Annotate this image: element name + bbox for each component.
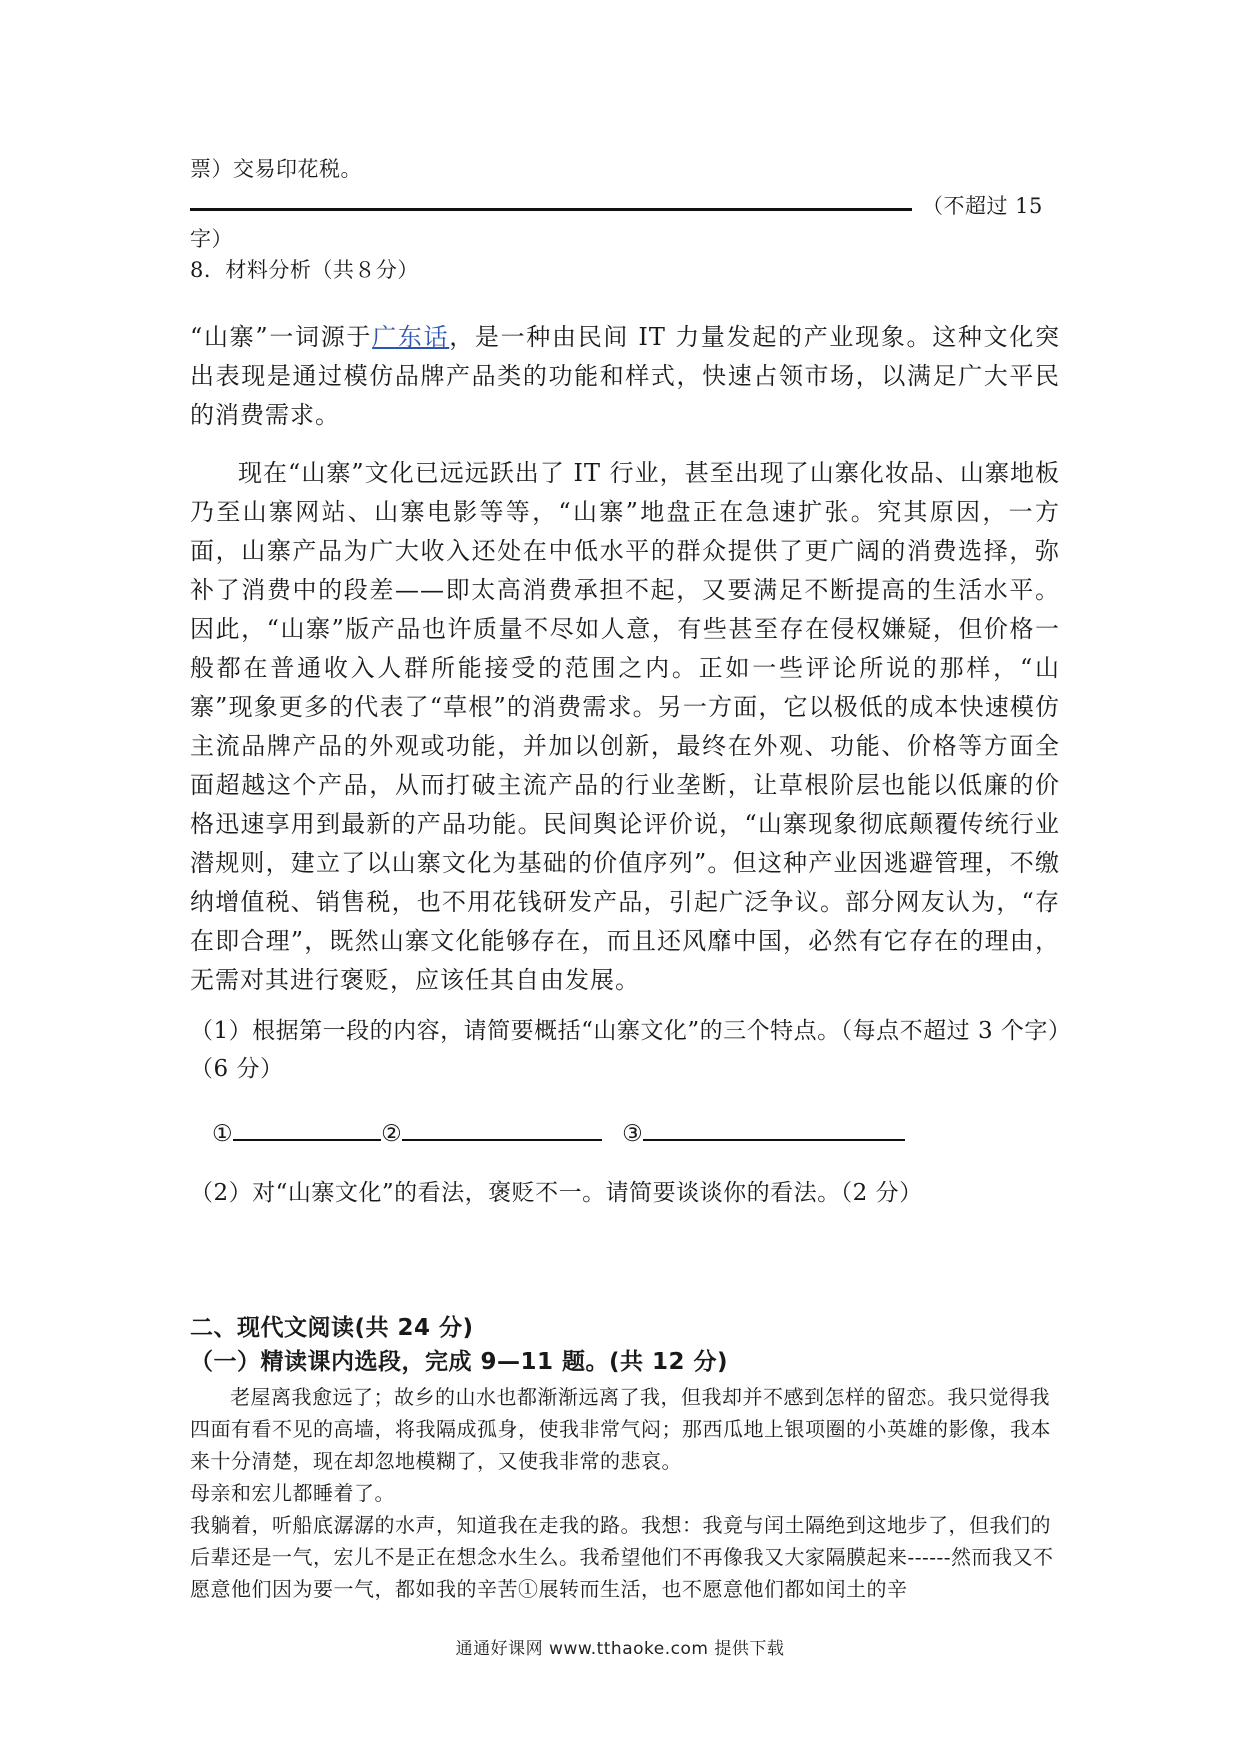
blank-label-1: ① xyxy=(212,1121,234,1147)
answer-blanks xyxy=(212,1113,1082,1153)
section-2-title: 二、现代文阅读(共 24 分) xyxy=(190,1315,474,1341)
answer-blank-1[interactable] xyxy=(233,1113,381,1141)
reading-paragraph-2: 母亲和宏儿都睡着了。 xyxy=(190,1481,395,1505)
answer-blank-2[interactable] xyxy=(402,1113,602,1141)
sub-question-1: （1）根据第一段的内容，请简要概括“山寨文化”的三个特点。（每点不超过 3 个字）（6 分） xyxy=(190,1018,1060,1082)
answer-blank-3[interactable] xyxy=(643,1113,905,1141)
section-2-subtitle: （一）精读课内选段，完成 9—11 题。(共 12 分) xyxy=(190,1349,729,1375)
material-paragraph-1-start: “山寨”一词源于 xyxy=(190,323,373,351)
answer-line xyxy=(190,208,912,211)
top-text-line: 票）交易印花税。 xyxy=(190,157,362,181)
blank-label-2: ② xyxy=(381,1121,403,1147)
question-8-title: 8．材料分析（共８分） xyxy=(190,258,419,282)
reading-paragraph-3: 我躺着，听船底潺潺的水声，知道我在走我的路。我想：我竟与闰土隔绝到这地步了，但我们的后辈还是一气，宏儿不是正在想念水生么。我希望他们不再像我又大家隔膜起来------然而我又不愿意他们因为要一气，都如我的辛苦①展转而生活，也不愿意他们都如闰土的辛 xyxy=(190,1513,1054,1601)
sub-question-2: （2）对“山寨文化”的看法，褒贬不一。请简要谈谈你的看法。（2 分） xyxy=(190,1180,923,1206)
reading-paragraph-1: 老屋离我愈远了；故乡的山水也都渐渐远离了我，但我却并不感到怎样的留恋。我只觉得我四面有看不见的高墙，将我隔成孤身，使我非常气闷；那西瓜地上银项圈的小英雄的影像，我本来十分清楚，现在却忽地模糊了，又使我非常的悲哀。 xyxy=(190,1385,1051,1473)
limit-note-continued: 字） xyxy=(190,227,233,251)
cantonese-link[interactable]: 广东话 xyxy=(372,323,450,351)
page-footer: 通通好课网 www.tthaoke.com 提供下载 xyxy=(455,1639,785,1659)
limit-note: （不超过 15 xyxy=(922,194,1043,218)
material-paragraph-1 xyxy=(190,318,1060,435)
blank-label-3: ③ xyxy=(622,1121,644,1147)
material-paragraph-2: 现在“山寨”文化已远远跃出了 IT 行业，甚至出现了山寨化妆品、山寨地板乃至山寨网站、山寨电影等等，“山寨”地盘正在急速扩张。究其原因，一方面，山寨产品为广大收入还处在中低水平的群众提供了更广阔的消费选择，弥补了消费中的段差——即太高消费承担不起，又要满足不断提高的生活水平。因此，“山寨”版产品也许质量不尽如人意，有些甚至存在侵权嫌疑，但价格一般都在普通收入人群所能接受的范围之内。正如一些评论所说的那样，“山寨”现象更多的代表了“草根”的消费需求。另一方面，它以极低的成本快速模仿主流品牌产品的外观或功能，并加以创新，最终在外观、功能、价格等方面全面超越这个产品，从而打破主流产品的行业垄断，让草根阶层也能以低廉的价格迅速享用到最新的产品功能。民间舆论评价说，“山寨现象彻底颠覆传统行业潜规则，建立了以山寨文化为基础的价值序列”。但这种产业因逃避管理，不缴纳增值税、销售税，也不用花钱研发产品，引起广泛争议。部分网友认为，“存在即合理”，既然山寨文化能够存在，而且还风靡中国，必然有它存在的理由，无需对其进行褒贬，应该任其自由发展。 xyxy=(190,459,1060,994)
material-paragraph-1-end: ，是一种由民间 IT 力量发起的产业现象。这种文化突出表现是通过模仿品牌产品类的功能和样式，快速占领市场，以满足广大平民的消费需求。 xyxy=(190,323,1060,429)
